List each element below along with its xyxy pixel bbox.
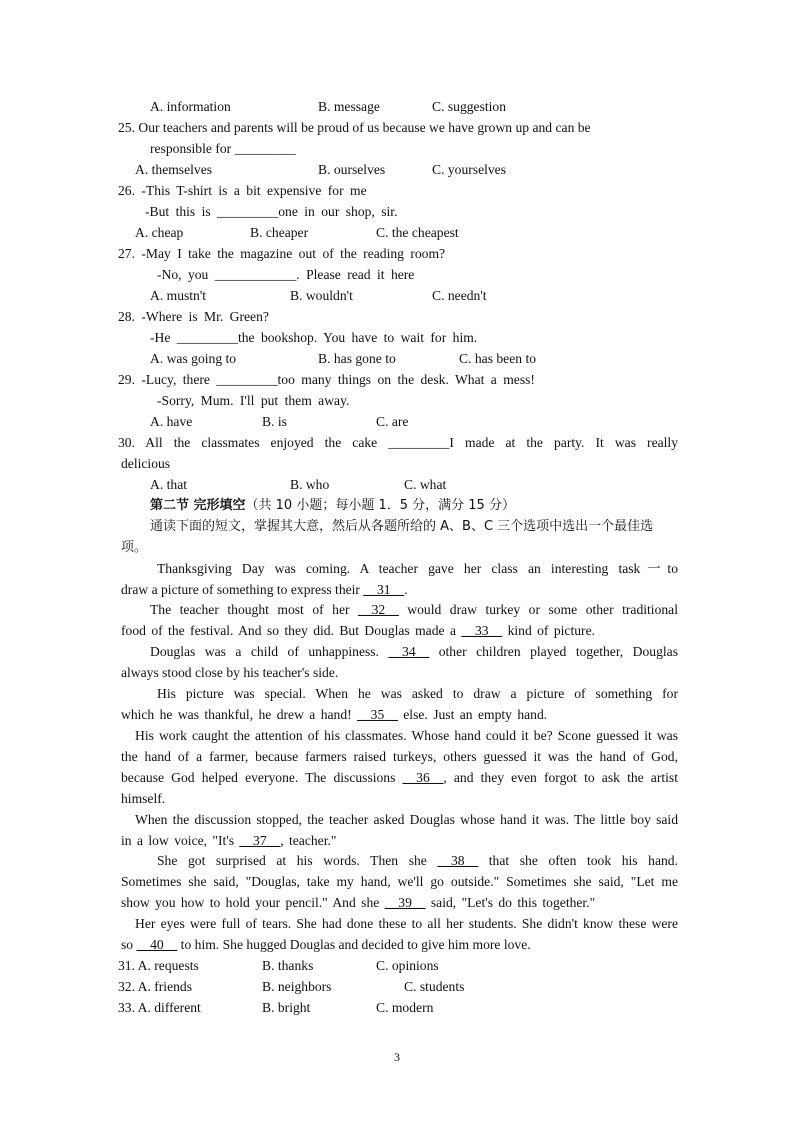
passage-text: in a low voice, "It's — [121, 833, 240, 848]
q29-stem-line1: 29. -Lucy, there _________too many things on the desk. What a mess! — [118, 372, 535, 387]
q30-option-a: A. that — [150, 477, 187, 492]
passage-p5-line1: His work caught the attention of his classmates. Whose hand could it be? Scone guessed it was — [135, 728, 678, 743]
q24-option-a: A. information — [150, 99, 231, 114]
q28-option-c: C. has been to — [459, 351, 537, 366]
q27-option-b: B. wouldn't — [290, 288, 353, 303]
passage-p4-line2 — [121, 707, 547, 723]
passage-text: to him. She hugged Douglas and decided to give him more love. — [177, 937, 531, 952]
passage-p4-line1: His picture was special. When he was asked to draw a picture of something for — [157, 686, 678, 701]
passage-text: , and they even forgot to ask the artist — [443, 770, 678, 785]
passage-text: The teacher thought most of her — [150, 602, 359, 617]
q32-option-c: C. students — [404, 979, 465, 994]
q26-option-a: A. cheap — [135, 225, 184, 240]
passage-p6-line2 — [121, 833, 336, 849]
passage-text: kind of picture. — [502, 623, 595, 638]
passage-text: , teacher." — [280, 833, 337, 848]
passage-text: . — [404, 582, 408, 597]
blank-32: __32__ — [358, 602, 399, 617]
q31-option-c: C. opinions — [376, 958, 439, 973]
q24-option-b: B. message — [318, 99, 380, 114]
q29-option-a: A. have — [150, 414, 193, 429]
q28-option-b: B. has gone to — [318, 351, 396, 366]
q32-option-a: 32. A. friends — [118, 979, 193, 994]
q24-option-c: C. suggestion — [432, 99, 507, 114]
q26-option-c: C. the cheapest — [376, 225, 459, 240]
q31-option-b: B. thanks — [262, 958, 314, 973]
passage-p5-line3 — [121, 770, 678, 786]
q30-stem-line1: 30. All the classmates enjoyed the cake _________I made at the party. It was really — [118, 435, 678, 450]
section2-heading-title: 第二节 完形填空 — [150, 498, 246, 513]
passage-text: show you how to hold your pencil." And she — [121, 895, 385, 910]
section2-instruction-line2: 项。 — [121, 540, 148, 555]
passage-text: other children played together, Douglas — [429, 644, 678, 659]
passage-text: that she often took his hand. — [478, 853, 678, 868]
passage-p7-line3 — [121, 895, 595, 911]
blank-40: __40__ — [136, 937, 178, 952]
q30-option-b: B. who — [290, 477, 330, 492]
q26-option-b: B. cheaper — [250, 225, 309, 240]
q30-stem-line2: delicious — [121, 456, 171, 471]
passage-p5-line2: the hand of a farmer, because farmers raised turkeys, others guessed it was the hand of God, — [121, 749, 678, 764]
q30-option-c: C. what — [404, 477, 447, 492]
passage-p8-line1: Her eyes were full of tears. She had done these to all her students. She didn't know these were — [135, 916, 678, 931]
passage-text: which he was thankful, he drew a hand! — [121, 707, 358, 722]
q33-option-c: C. modern — [376, 1000, 434, 1015]
passage-p5-line4: himself. — [121, 791, 166, 806]
passage-text: so — [121, 937, 137, 952]
section2-instruction-line1: 通读下面的短文，掌握其大意，然后从各题所给的 A、B、C 三个选项中选出一个最佳选 — [150, 519, 654, 534]
q25-stem-line2: responsible for _________ — [150, 141, 296, 156]
blank-33: __33__ — [461, 623, 503, 638]
blank-38: __38__ — [437, 853, 479, 868]
passage-text: food of the festival. And so they did. But Douglas made a — [121, 623, 462, 638]
passage-text: else. Just an empty hand. — [397, 707, 548, 722]
q28-stem-line1: 28. -Where is Mr. Green? — [118, 309, 269, 324]
q31-option-a: 31. A. requests — [118, 958, 199, 973]
q28-stem-line2: -He _________the bookshop. You have to wait for him. — [150, 330, 478, 345]
q25-option-b: B. ourselves — [318, 162, 386, 177]
q25-option-a: A. themselves — [135, 162, 213, 177]
blank-39: __39__ — [384, 895, 426, 910]
q25-option-c: C. yourselves — [432, 162, 507, 177]
q29-option-c: C. are — [376, 414, 409, 429]
q28-option-a: A. was going to — [150, 351, 237, 366]
q26-stem-line2: -But this is _________one in our shop, sir. — [145, 204, 398, 219]
blank-35: __35__ — [357, 707, 398, 722]
passage-p3-line1 — [150, 644, 678, 660]
passage-p8-line2 — [121, 937, 531, 953]
passage-p3-line2: always stood close by his teacher's side. — [121, 665, 339, 680]
q33-option-a: 33. A. different — [118, 1000, 201, 1015]
q27-stem-line1: 27. -May I take the magazine out of the reading room? — [118, 246, 446, 261]
q29-option-b: B. is — [262, 414, 287, 429]
passage-text: would draw turkey or some other traditional — [398, 602, 678, 617]
passage-text: draw a picture of something to express their — [121, 582, 364, 597]
blank-36: __36__ — [402, 770, 444, 785]
q27-option-a: A. mustn't — [150, 288, 207, 303]
passage-p1-line2 — [121, 582, 408, 598]
passage-text: said, "Let's do this together." — [425, 895, 596, 910]
section2-heading-detail: （共 10 小题；每小题 1．5 分，满分 15 分） — [245, 498, 515, 513]
q29-stem-line2: -Sorry, Mum. I'll put them away. — [157, 393, 350, 408]
passage-text: She got surprised at his words. Then she — [157, 853, 438, 868]
q32-option-b: B. neighbors — [262, 979, 332, 994]
q26-stem-line1: 26. -This T-shirt is a bit expensive for me — [118, 183, 367, 198]
passage-p7-line2: Sometimes she said, "Douglas, take my hand, we'll go outside." Sometimes she said, "Let me — [121, 874, 678, 889]
page-number: 3 — [394, 1050, 400, 1064]
passage-p7-line1 — [157, 853, 678, 869]
section2-heading — [150, 498, 515, 514]
passage-p2-line1 — [150, 602, 678, 618]
q27-option-c: C. needn't — [432, 288, 487, 303]
blank-37: __37__ — [239, 833, 281, 848]
blank-34: __34__ — [388, 644, 430, 659]
q33-option-b: B. bright — [262, 1000, 311, 1015]
q27-stem-line2: -No, you ____________. Please read it here — [157, 267, 415, 282]
passage-text: Douglas was a child of unhappiness. — [150, 644, 389, 659]
passage-text: because God helped everyone. The discussions — [121, 770, 403, 785]
passage-p1-line1: Thanksgiving Day was coming. A teacher gave her class an interesting task一to — [157, 561, 678, 576]
q25-stem-line1: 25. Our teachers and parents will be proud of us because we have grown up and can be — [118, 120, 591, 135]
passage-p2-line2 — [121, 623, 595, 639]
blank-31: __31__ — [363, 582, 405, 597]
passage-p6-line1: When the discussion stopped, the teacher asked Douglas whose hand it was. The little boy said — [135, 812, 678, 827]
